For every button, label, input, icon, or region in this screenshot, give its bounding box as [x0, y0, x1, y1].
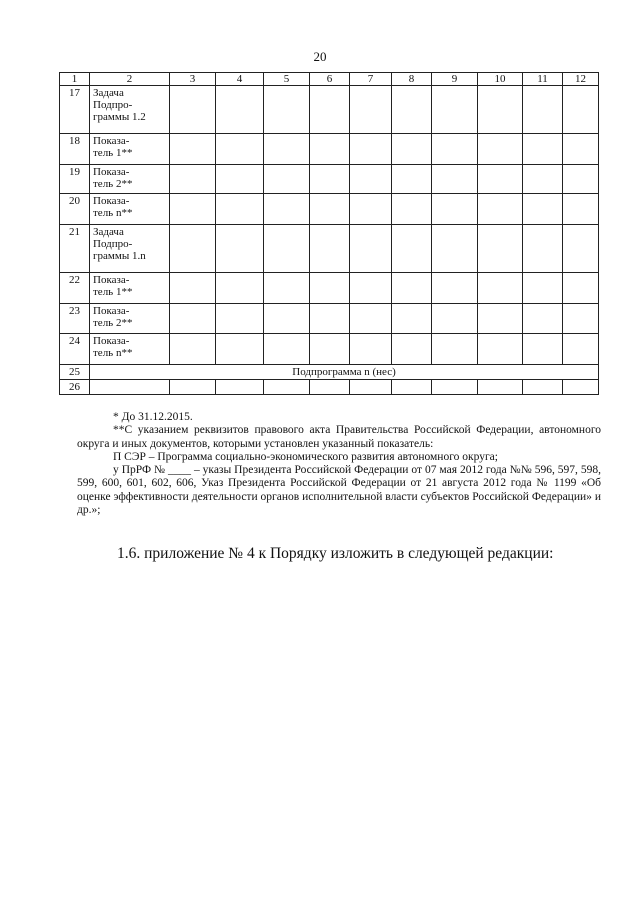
row-number: 19 [60, 165, 90, 194]
header-cell: 2 [90, 73, 170, 86]
table-row [60, 225, 599, 273]
row-label: Показа- тель 1** [90, 134, 170, 165]
header-cell: 6 [310, 73, 350, 86]
header-cell: 10 [478, 73, 523, 86]
row-number: 22 [60, 273, 90, 304]
header-cell: 1 [60, 73, 90, 86]
row-label: Показа- тель n** [90, 334, 170, 365]
row-number: 18 [60, 134, 90, 165]
footnote-1: * До 31.12.2015. [113, 411, 193, 423]
table-row [60, 334, 599, 365]
row-label: Показа- тель 1** [90, 273, 170, 304]
row-number: 21 [60, 225, 90, 273]
header-cell: 3 [170, 73, 216, 86]
header-cell: 8 [392, 73, 432, 86]
page-number: 20 [313, 49, 327, 64]
footnotes [77, 411, 601, 517]
row-label: Показа- тель n** [90, 194, 170, 225]
row-number: 20 [60, 194, 90, 225]
table-row [60, 304, 599, 334]
row-number: 25 [60, 365, 90, 380]
subprogram-row-label: Подпрограмма n (нес) [90, 365, 599, 380]
row-label: Задача Подпро- граммы 1.n [90, 225, 170, 273]
row-number: 24 [60, 334, 90, 365]
row-label: Показа- тель 2** [90, 165, 170, 194]
row-number: 17 [60, 86, 90, 134]
footnote-sep: П СЭР – Программа социально-экономического развития автономного округа; [113, 450, 498, 463]
table-row [60, 365, 599, 380]
row-number: 26 [60, 380, 90, 395]
table-row [60, 380, 599, 395]
section-heading: 1.6. приложение № 4 к Порядку изложить в следующей редакции: [117, 545, 554, 562]
row-label: Задача Подпро- граммы 1.2 [90, 86, 170, 134]
table-row [60, 86, 599, 134]
row-number: 23 [60, 304, 90, 334]
header-cell: 12 [563, 73, 599, 86]
header-cell: 11 [523, 73, 563, 86]
header-cell: 9 [432, 73, 478, 86]
indicator-table [59, 72, 599, 395]
header-cell: 7 [350, 73, 392, 86]
header-cell: 5 [264, 73, 310, 86]
table-row [60, 273, 599, 304]
header-cell: 4 [216, 73, 264, 86]
table-header-row [60, 73, 599, 86]
footnote-2: **С указанием реквизитов правового акта Правительства Российской Федерации, автономного округа и иных документов, которыми установлен указанный показатель: [77, 424, 601, 450]
footnote-prrf: у ПрРФ № ____ – указы Президента Российской Федерации от 07 мая 2012 года №№ 596, 597, 598, 599, 600, 601, 602, 606, Указ Президента Российской Федерации от 21 августа 2012 года № 1199 «Об оценке эффективности деятельности органов исполнительной власти субъектов Российской Федерации» и др.»; [77, 464, 601, 517]
table-row [60, 134, 599, 165]
row-label: Показа- тель 2** [90, 304, 170, 334]
table-row [60, 165, 599, 194]
table-row [60, 194, 599, 225]
